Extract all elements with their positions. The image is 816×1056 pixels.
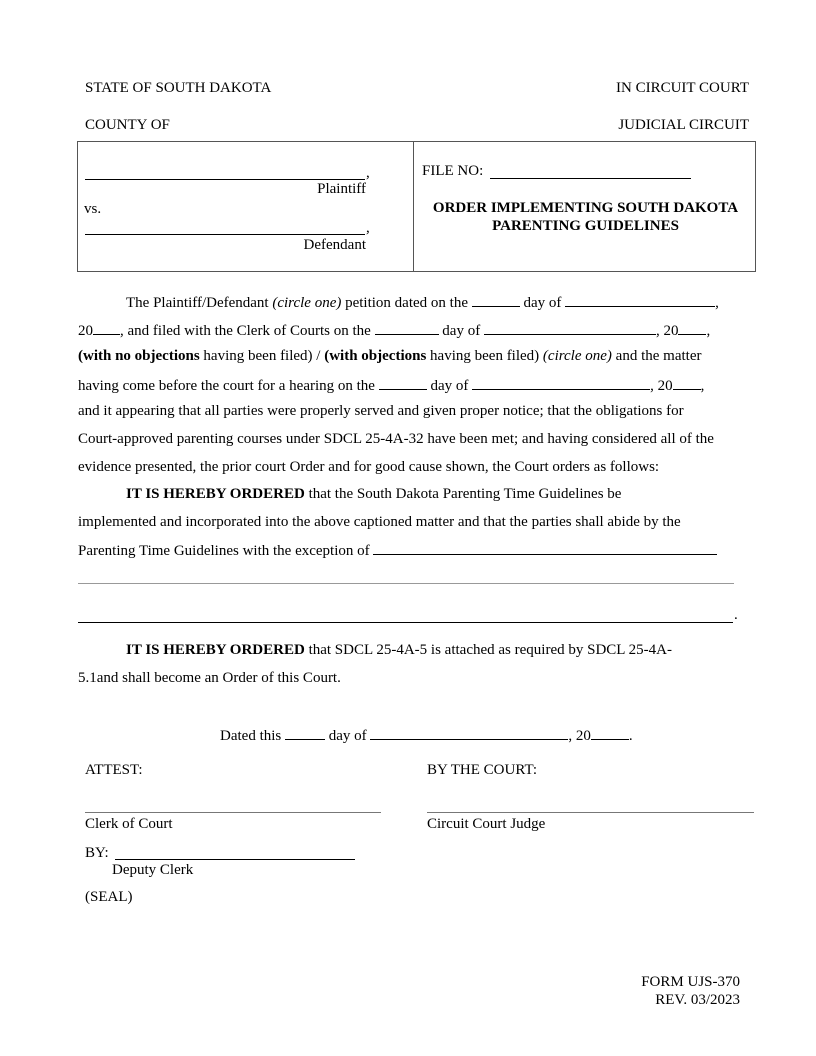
judge-signature-line[interactable] <box>427 812 754 813</box>
body-line-3 <box>78 347 701 365</box>
hearing-day-blank[interactable] <box>379 375 427 390</box>
court-heading: IN CIRCUIT COURT <box>616 80 749 96</box>
hearing-month-blank[interactable] <box>472 375 650 390</box>
seal-label: (SEAL) <box>85 889 133 905</box>
body-text: Parenting Time Guidelines with the exception of <box>78 543 374 559</box>
versus-label: vs. <box>84 201 102 217</box>
order-title-line1: ORDER IMPLEMENTING SOUTH DAKOTA <box>432 200 739 216</box>
dated-day-blank[interactable] <box>285 725 325 740</box>
body-text: , 20 <box>650 378 673 394</box>
body-line-4 <box>78 375 704 395</box>
hearing-year-blank[interactable] <box>673 375 701 390</box>
petition-day-blank[interactable] <box>472 292 520 307</box>
body-text: , <box>715 295 719 311</box>
defendant-label: Defendant <box>303 237 366 253</box>
by-the-court-label: BY THE COURT: <box>427 762 538 778</box>
plaintiff-label: Plaintiff <box>317 181 366 197</box>
file-no-line[interactable] <box>490 178 691 179</box>
clerk-of-court-label: Clerk of Court <box>85 816 173 832</box>
body-line-6: Court-approved parenting courses under SDCL 25-4A-32 have been met; and having considered all of the <box>78 431 714 447</box>
order-1-line-2: implemented and incorporated into the above captioned matter and that the parties shall abide by the <box>78 514 681 530</box>
body-text: , 20 <box>655 323 679 339</box>
circle-one-note: (circle one) <box>272 295 342 311</box>
body-text: , 20 <box>568 728 591 744</box>
order-title-line2: PARENTING GUIDELINES <box>492 218 679 234</box>
order-1-line-3 <box>78 540 717 560</box>
exception-blank-1[interactable] <box>373 540 717 555</box>
by-label: BY: <box>85 845 109 861</box>
body-text: day of <box>325 728 371 744</box>
body-line-7: evidence presented, the prior court Order and for good cause shown, the Court orders as follows: <box>78 459 660 475</box>
dated-year-blank[interactable] <box>591 725 629 740</box>
county-heading: COUNTY OF <box>85 117 170 133</box>
ordered-heading: IT IS HEREBY ORDERED <box>126 642 305 658</box>
dated-line <box>220 725 633 745</box>
body-text: . <box>628 728 633 744</box>
body-text: that the South Dakota Parenting Time Guidelines be <box>304 486 622 502</box>
exception-blank-2[interactable] <box>78 583 734 584</box>
filed-year-blank[interactable] <box>678 320 706 335</box>
clerk-signature-line[interactable] <box>85 812 381 813</box>
body-text: having come before the court for a hearing on the <box>78 378 379 394</box>
body-text: day of <box>426 378 473 394</box>
body-text: having been filed) / <box>199 348 325 364</box>
case-caption-box <box>77 141 756 272</box>
body-line-5: and it appearing that all parties were properly served and given proper notice; that the obligations for <box>78 403 684 419</box>
body-text: that SDCL 25-4A-5 is attached as required by SDCL 25-4A- <box>304 642 672 658</box>
attest-label: ATTEST: <box>85 762 143 778</box>
plaintiff-name-line[interactable] <box>85 179 365 180</box>
body-text: having been filed) <box>426 348 543 364</box>
body-line-2 <box>78 320 710 340</box>
revision-date: REV. 03/2023 <box>655 992 740 1008</box>
circle-one-note: (circle one) <box>542 348 612 364</box>
ordered-heading: IT IS HEREBY ORDERED <box>126 486 305 502</box>
defendant-comma: , <box>366 220 370 236</box>
body-text: , <box>706 323 711 339</box>
body-text: and the matter <box>611 348 702 364</box>
exception-blank-3[interactable] <box>78 622 733 623</box>
circuit-heading: JUDICIAL CIRCUIT <box>618 117 749 133</box>
file-no-label: FILE NO: <box>422 163 484 179</box>
filed-day-blank[interactable] <box>375 320 439 335</box>
deputy-clerk-label: Deputy Clerk <box>112 862 194 878</box>
petition-month-blank[interactable] <box>565 292 715 307</box>
body-text: Dated this <box>220 728 285 744</box>
plaintiff-comma: , <box>366 165 370 181</box>
order-2-line-1 <box>126 641 672 659</box>
deputy-signature-line[interactable] <box>115 859 355 860</box>
circuit-court-judge-label: Circuit Court Judge <box>427 816 546 832</box>
defendant-name-line[interactable] <box>85 234 365 235</box>
petition-year-blank[interactable] <box>93 320 120 335</box>
body-text: 20 <box>78 323 93 339</box>
dated-month-blank[interactable] <box>370 725 568 740</box>
state-heading: STATE OF SOUTH DAKOTA <box>85 80 272 96</box>
body-text: The Plaintiff/Defendant <box>126 295 273 311</box>
order-1-line-1 <box>126 485 621 503</box>
body-text: , <box>700 378 705 394</box>
no-objections-option[interactable]: (with no objections <box>78 348 200 364</box>
body-text: day of <box>438 323 484 339</box>
exception-period: . <box>734 607 738 623</box>
form-number: FORM UJS-370 <box>641 974 740 990</box>
body-text: day of <box>519 295 566 311</box>
body-text: , and filed with the Clerk of Courts on the <box>120 323 375 339</box>
filed-month-blank[interactable] <box>484 320 656 335</box>
with-objections-option[interactable]: (with objections <box>324 348 427 364</box>
body-text: petition dated on the <box>341 295 472 311</box>
body-line-1 <box>126 292 719 312</box>
order-2-line-2: 5.1and shall become an Order of this Court. <box>78 670 341 686</box>
